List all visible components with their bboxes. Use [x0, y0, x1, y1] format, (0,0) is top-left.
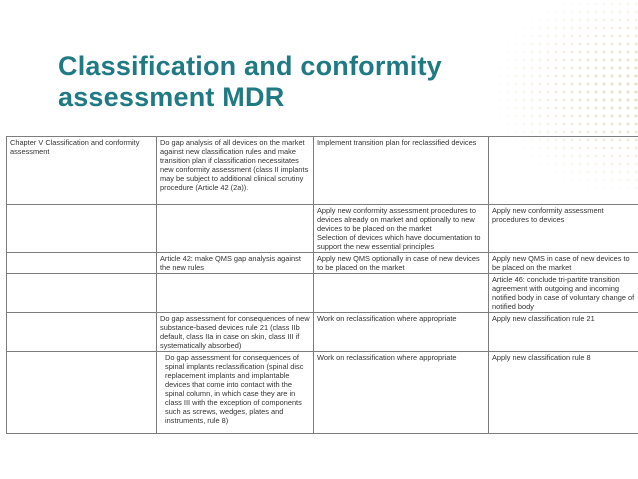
- table-cell: Apply new QMS optionally in case of new devices to be placed on the market: [314, 253, 489, 274]
- table-cell: Do gap analysis of all devices on the market against new classification rules and make transition plan if classification necessitates new conformity assessment (class II implants may be subject to additional clinical scrutiny procedure (Article 42 (2a)).: [157, 137, 314, 205]
- table-cell: [7, 205, 157, 253]
- table-cell: [7, 352, 157, 434]
- table-cell: Article 42: make QMS gap analysis against the new rules: [157, 253, 314, 274]
- table-cell: Do gap assessment for consequences of spinal implants reclassification (spinal disc replacement implants and implantable devices that come into contact with the spinal column, in which case they are in class III with the exception of components such as screws, wedges, plates and instruments, rule 8): [157, 352, 314, 434]
- table-row: [7, 205, 638, 253]
- slide-title: [58, 51, 538, 113]
- table-cell: Work on reclassification where appropriate: [314, 313, 489, 352]
- table-cell: Implement transition plan for reclassified devices: [314, 137, 489, 205]
- table-cell: Chapter V Classification and conformity assessment: [7, 137, 157, 205]
- table-cell: Apply new QMS in case of new devices to be placed on the market: [489, 253, 638, 274]
- table-cell: Apply new classification rule 21: [489, 313, 638, 352]
- table-cell: Do gap assessment for consequences of new substance-based devices rule 21 (class IIb default, class IIa in case on skin, class III if systematically absorbed): [157, 313, 314, 352]
- table-cell: Article 46: conclude tri-partite transition agreement with outgoing and incoming notified body in case of voluntary change of notified body: [489, 274, 638, 313]
- table-cell: [7, 253, 157, 274]
- table-cell: Apply new conformity assessment procedures to devices already on market and optionally to new devices to be placed on the market Selection of devices which have documentation to support the new essential principles: [314, 205, 489, 253]
- table-cell: Apply new conformity assessment procedures to devices: [489, 205, 638, 253]
- table-cell: Work on reclassification where appropriate: [314, 352, 489, 434]
- table-cell: [489, 137, 638, 205]
- table-cell: [7, 274, 157, 313]
- table-cell: Apply new classification rule 8: [489, 352, 638, 434]
- slide-title-line-2: assessment MDR: [58, 82, 285, 112]
- table-cell: [7, 313, 157, 352]
- table-cell: [314, 274, 489, 313]
- table-cell: [157, 274, 314, 313]
- table-cell: [157, 205, 314, 253]
- table-row: [7, 253, 638, 274]
- table-row: [7, 313, 638, 352]
- conformity-table: [6, 136, 638, 434]
- table-row: [7, 274, 638, 313]
- table-row: [7, 352, 638, 434]
- slide-title-line-1: Classification and conformity: [58, 51, 442, 81]
- table-row: [7, 137, 638, 205]
